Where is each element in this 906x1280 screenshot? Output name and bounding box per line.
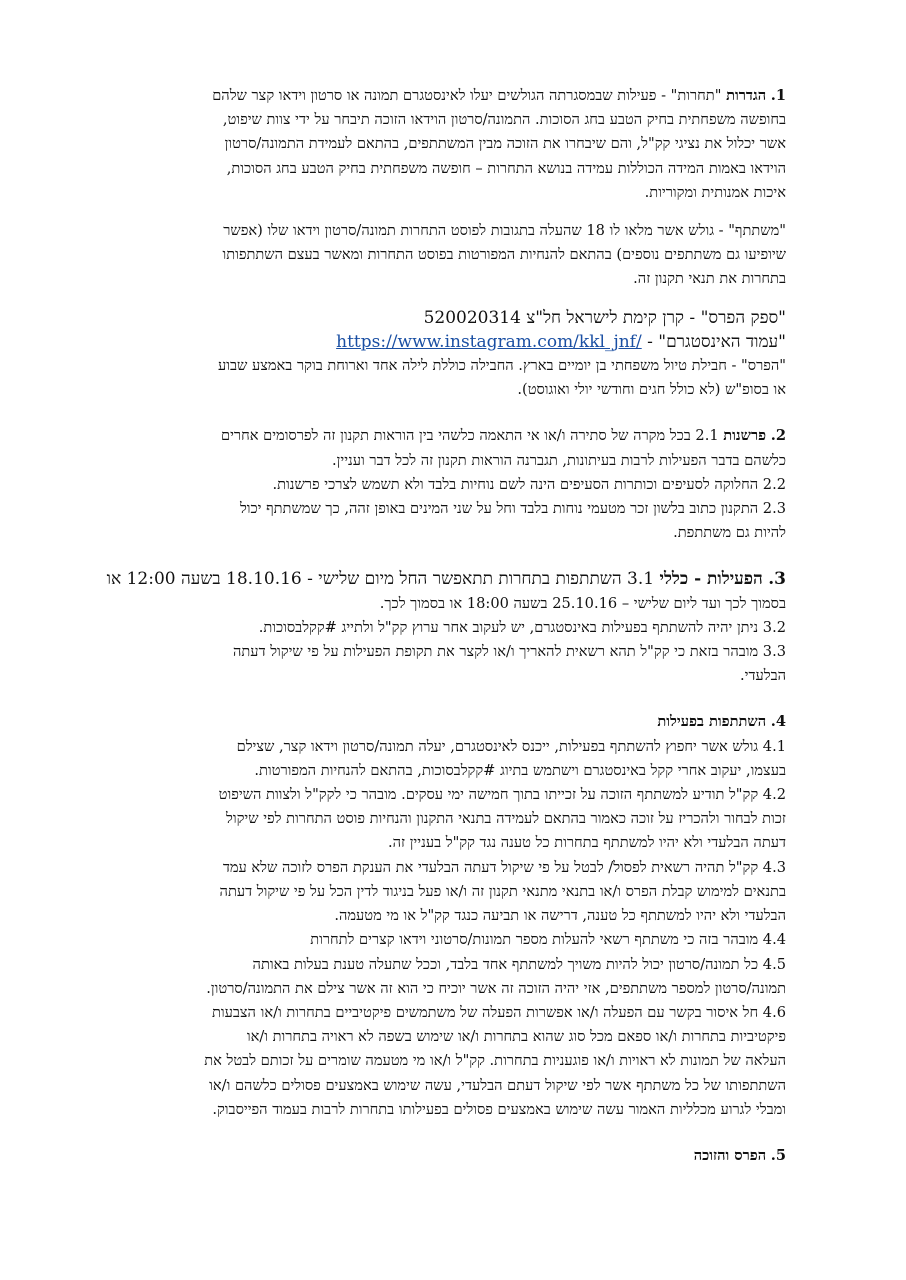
participant-line: שיופיעו גם משתתפים נוספים) בהתאם להנחיות המפורטות בפוסט התחרות ומאשר בעצם השתתפותו bbox=[222, 246, 786, 264]
section-3-heading: הפעילות - כללי bbox=[659, 569, 763, 590]
participation-line: דעתה הבלעדי ולא יהיו למשתתף בתחרות כל טענה נגד קק"ל בעניין זה. bbox=[387, 834, 786, 852]
activity-line: בסמוך לכך ועד ליום שלישי – 25.10.16 בשעה 18:00 או בסמוך לכך. bbox=[379, 594, 786, 612]
participation-line: בתנאים למימוש קבלת הפרס ו/או בתנאי מתנאי תקנון זה ו/או פעל בניגוד לדין הכל על פי שיקול דעתה bbox=[219, 882, 786, 900]
participation-line: הבלעדי ולא יהיו למשתתף כל טענה, דרישה או תביעה כנגד קק"ל או מי מטעמה. bbox=[334, 907, 786, 925]
participation-line: 4.3 קק"ל תהיה רשאית לפסול/ לבטל על פי שיקול דעתה הבלעדי את הענקת הפרס לזוכה שלא עמד bbox=[222, 858, 786, 876]
definitions-line-1 bbox=[82, 84, 786, 108]
definitions-line: אשר יכלול את נציגי קק"ל, והם שיבחרו את הזוכה מבין המשתתפים, בהתאם לעמידת התמונה/סרטון bbox=[224, 135, 786, 153]
supplier-line: "ספק הפרס" - קרן קימת לישראל חל"צ 520020314 bbox=[423, 307, 786, 328]
spacer bbox=[82, 1122, 786, 1144]
activity-line: 3.3 מובהר בזאת כי קק"ל תהא רשאית להאריך ו/או לקצר את תקופת הפעילות על פי שיקול דעתה bbox=[233, 643, 786, 661]
participation-line: השתתפותו של כל משתתף אשר לפי שיקול דעתם הבלעדי, עשה שימוש באמצעים פסולים כלשהם ו/או bbox=[209, 1076, 786, 1094]
interpretation-line: להיות גם משתתפת. bbox=[673, 524, 786, 542]
section-3-number: 3. bbox=[768, 569, 786, 590]
document-page bbox=[82, 84, 786, 1168]
section-prize-winner bbox=[82, 1144, 786, 1168]
instagram-label: "עמוד האינסטגרם" - bbox=[647, 331, 786, 352]
instagram-link[interactable]: https://www.instagram.com/kkl_jnf/ bbox=[336, 331, 642, 352]
participation-line: 4.5 כל תמונה/סרטון יכול להיות משויך למשתתף אחד בלבד, וככל שתעלה טענת בעלות באותה bbox=[252, 955, 786, 973]
section-4-heading: השתתפות בפעילות bbox=[657, 713, 767, 731]
section-4-number: 4. bbox=[770, 713, 786, 731]
section-2-heading: פרשנות bbox=[723, 427, 767, 445]
participation-line: 4.6 חל איסור בקשר עם הפעלה ו/או אפשרות הפעלה של משתמשים פיקטיביים בתחרות ו/או הצבעות bbox=[211, 1003, 786, 1021]
section-interpretation bbox=[82, 424, 786, 545]
section-5-title bbox=[82, 1144, 786, 1168]
spacer bbox=[82, 545, 786, 567]
section-1-heading: הגדרות bbox=[726, 87, 767, 104]
activity-line: 3.2 ניתן יהיה להשתתף בפעילות באינסטגרם, יש לעקוב אחר ערוץ קק"ל ולתייג #קקלבסוכות. bbox=[258, 618, 786, 636]
activity-text: 3.1 השתתפות בתחרות תתאפשר החל מיום שלישי - 18.10.16 בשעה 12:00 או bbox=[106, 569, 655, 590]
definitions-line: איכות אמנותית ומקוריות. bbox=[644, 183, 786, 201]
interpretation-line: 2.2 החלוקה לסעיפים וכותרות הסעיפים הינה לשם נוחיות בלבד ולא תשמש לצרכי פרשנות. bbox=[272, 475, 786, 493]
participant-definition bbox=[82, 219, 786, 292]
activity-line: הבלעדי. bbox=[740, 667, 786, 685]
section-4-title bbox=[82, 710, 786, 734]
participant-line: "משתתף" - גולש אשר מלאו לו 18 שהעלה בתגובות לפוסט התחרות תמונה/סרטון וידאו שלו (אפשר bbox=[223, 222, 786, 240]
section-activity-general bbox=[82, 567, 786, 688]
interpretation-line: כלשהם בדבר הפעילות לרבות בעיתונות, תגברנה הוראות תקנון זה לכל דבר ועניין. bbox=[332, 451, 786, 469]
spacer bbox=[82, 402, 786, 424]
participation-line: 4.1 גולש אשר יחפוץ להשתתף בפעילות, ייכנס לאינסטגרם, יעלה תמונה/סרטון וידאו קצר, שצילם bbox=[236, 737, 786, 755]
section-1-number: 1. bbox=[770, 87, 786, 104]
section-2-number: 2. bbox=[770, 427, 786, 445]
definitions-line: בחופשה משפחתית בחיק הטבע בחג הסוכות. התמונה/סרטון הוידאו הזוכה תיבחר על ידי צוות שיפוט, bbox=[222, 111, 786, 129]
section-5-number: 5. bbox=[770, 1146, 786, 1164]
participation-line: פיקטיביות בתחרות ו/או ספאם מכל סוג שהוא בתחרות ו/או שימוש בשפה לא ראויה בתחרות ו/או bbox=[246, 1028, 786, 1046]
participant-line: בתחרות את תנאי תקנון זה. bbox=[633, 270, 786, 288]
participation-line: 4.2 קק"ל תודיע למשתתף הזוכה על זכייתו בתוך חמישה ימי עסקים. מובהר כי לקק"ל ולצוות השיפוט bbox=[218, 786, 786, 804]
prize-line: או בסופ"ש (לא כולל חגים וחודשי יולי ואוגוסט). bbox=[517, 381, 786, 399]
participation-line: ומבלי לגרוע מכלליות האמור עשה שימוש באמצעים פסולים בפעילותו בתחרות לרבות בעמוד הפייסבוק. bbox=[212, 1100, 786, 1118]
participation-line: זכות לבחור ולהכריז על זוכה כאמור בהתאם לעמידה בתנאי התקנון והנחיות פוסט התחרות לפי שיקול bbox=[226, 810, 786, 828]
interpretation-line-1 bbox=[82, 424, 786, 448]
section-definitions bbox=[82, 84, 786, 205]
interpretation-line: 2.3 התקנון כתוב בלשון זכר מטעמי נוחות בלבד וחל על שני המינים באופן זהה, כך שמשתתף יכול bbox=[239, 500, 786, 518]
spacer bbox=[82, 292, 786, 306]
definitions-text: "תחרות" - פעילות שבמסגרתה הגולשים יעלו לאינסטגרם תמונה או סרטון וידאו קצר שלהם bbox=[212, 87, 722, 104]
participation-line: תמונה/סרטון למספר משתתפים, אזי יהיה הזוכה זה אשר יוכיח כי הוא זה אשר צילם את התמונה/סרטון. bbox=[206, 979, 786, 997]
participation-line: בעצמו, יעקוב אחרי קקל באינסטגרם וישתמש בתיוג #קקלבסוכות, בהתאם להנחיות המפורטות. bbox=[254, 761, 786, 779]
interpretation-text: 2.1 בכל מקרה של סתירה ו/או אי התאמה כלשהי בין הוראות תקנון זה לפרסומים אחרים bbox=[220, 427, 719, 445]
spacer bbox=[82, 688, 786, 710]
participation-line: 4.4 מובהר בזה כי משתתף רשאי להעלות מספר תמונות/סרטוני וידאו קצרים לתחרות bbox=[310, 931, 786, 949]
spacer bbox=[82, 205, 786, 219]
supplier-definition bbox=[82, 306, 786, 403]
activity-line-1 bbox=[82, 567, 786, 591]
definitions-line: הוידאו באמות המידה הכוללות עמידה בנושא התחרות – חופשה משפחתית בחיק הטבע בחג הסוכות, bbox=[226, 159, 786, 177]
prize-line: "הפרס" - חבילת טיול משפחתי בן יומיים בארץ. החבילה כוללת לילה אחד וארוחת בוקר באמצע שבוע bbox=[218, 357, 786, 375]
section-participation bbox=[82, 710, 786, 1121]
section-5-heading: הפרס והזוכה bbox=[693, 1146, 767, 1164]
participation-line: העלאה של תמונות לא ראויות ו/או פוגעניות בתחרות. קק"ל ו/או מי מטעמה שומרים על זכותם לבטל את bbox=[204, 1052, 786, 1070]
instagram-line bbox=[82, 330, 786, 354]
